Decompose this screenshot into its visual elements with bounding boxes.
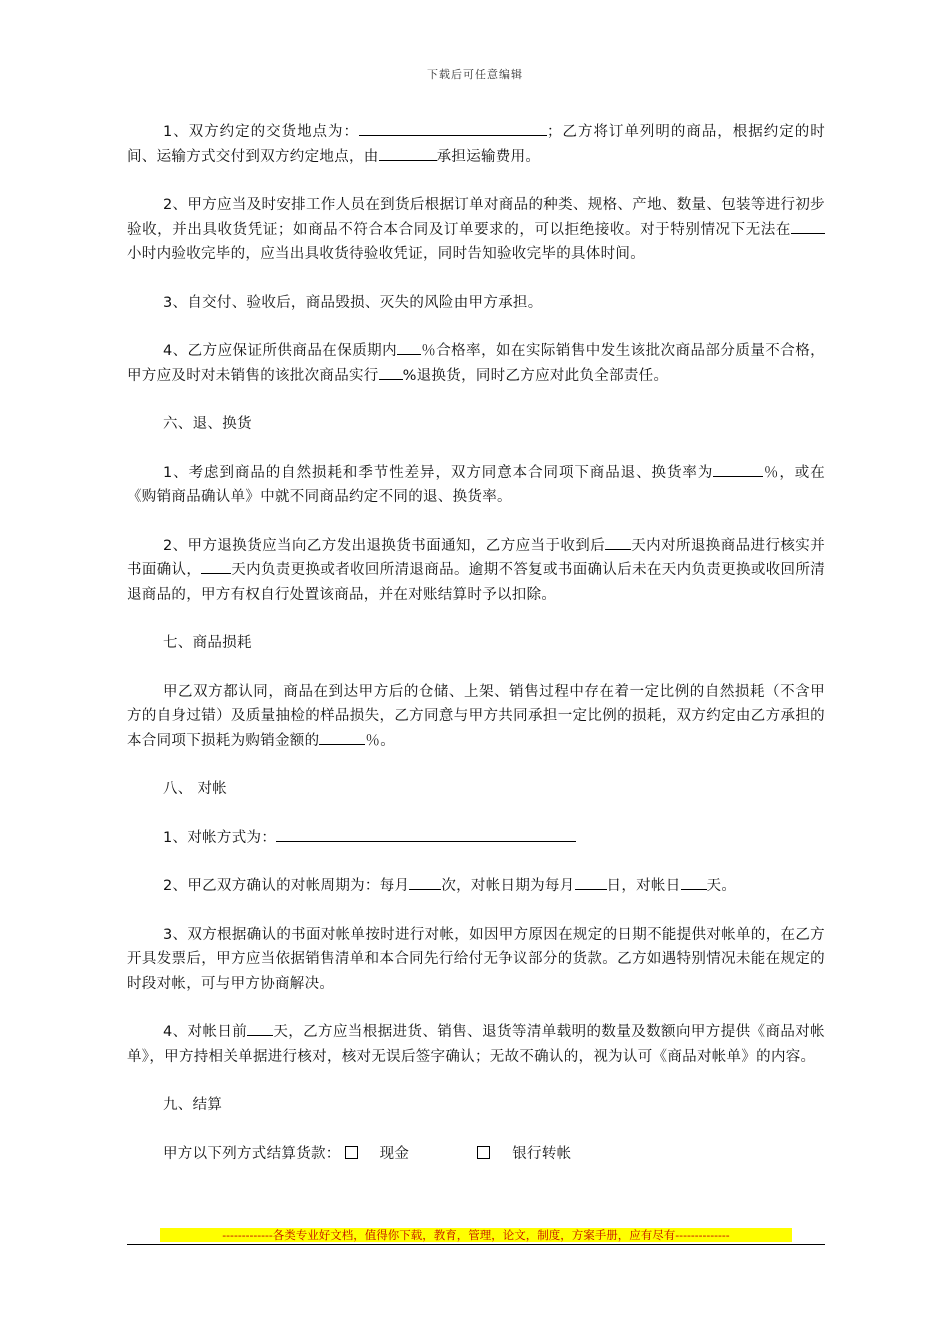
text: 1、对帐方式为： xyxy=(163,829,277,846)
clause-risk: 3、自交付、验收后，商品毁损、灭失的风险由甲方承担。 xyxy=(163,294,543,311)
clause-delivery-location xyxy=(127,120,825,169)
text: 2、甲方应当及时安排工作人员在到货后根据订单对商品的种类、规格、产地、数量、包装等进行初步验收，并出具收货凭证；如商品不符合本合同及订单要求的，可以拒绝接收。对于特别情况下无法在 xyxy=(127,197,825,238)
clause-reconciliation-period xyxy=(127,874,825,899)
text: 1、考虑到商品的自然损耗和季节性差异，双方同意本合同项下商品退、换货率为 xyxy=(163,464,714,481)
text: ；乙方将订单列明的商品，根据约定的时间、运输方式交付到双方约定地点，由 xyxy=(127,124,825,165)
text: 2、甲方退换货应当向乙方发出退换货书面通知，乙方应当于收到后 xyxy=(163,537,606,554)
text: ％，或在《购销商品确认单》中就不同商品约定不同的退、换货率。 xyxy=(127,464,825,505)
blank-field xyxy=(379,145,437,161)
clause-settlement-method xyxy=(127,1142,825,1167)
text: 次，对帐日期为每月 xyxy=(441,878,575,894)
clause-reconciliation-statement xyxy=(127,1020,825,1069)
blank-field xyxy=(201,558,231,574)
clause-reconciliation-timing: 3、双方根据确认的书面对帐单按时进行对帐，如因甲方原因在规定的日期不能提供对帐单的，在乙方开具发票后，甲方应当依据销售清单和本合同先行给付无争议部分的货款。乙方如遇特别情况未能在规定的时段对帐，可与甲方协商解决。 xyxy=(127,926,825,992)
option-cash-label: 现金 xyxy=(379,1145,410,1162)
clause-quality xyxy=(127,339,825,388)
blank-field xyxy=(409,874,441,890)
option-bank-transfer-label: 银行转帐 xyxy=(512,1145,572,1162)
blank-field xyxy=(379,364,403,380)
footer-divider xyxy=(127,1244,825,1245)
clause-reconciliation-method xyxy=(127,826,825,851)
checkbox-bank-transfer[interactable] xyxy=(477,1146,490,1159)
blank-field xyxy=(397,339,421,355)
clause-return-rate xyxy=(127,461,825,510)
text: 承担运输费用。 xyxy=(436,148,541,165)
text: 天。 xyxy=(706,878,737,894)
clause-return-procedure xyxy=(127,534,825,608)
blank-field xyxy=(319,729,365,745)
text: 4、对帐日前 xyxy=(163,1024,248,1040)
document-body xyxy=(127,120,825,1190)
text: 4、乙方应保证所供商品在保质期内 xyxy=(163,343,398,359)
text: 小时内验收完毕的，应当出具收货待验收凭证，同时告知验收完毕的具体时间。 xyxy=(127,246,645,262)
section-heading-settlement: 九、结算 xyxy=(163,1097,223,1113)
section-heading-loss: 七、商品损耗 xyxy=(163,635,252,651)
blank-field xyxy=(605,534,631,550)
text: 天内负责更换或者收回所清退商品。逾期不答复或书面确认后未在天内负责更换或收回所清退商品的，甲方有权自行处置该商品，并在对账结算时予以扣除。 xyxy=(127,562,826,603)
blank-field xyxy=(713,461,763,477)
section-heading-reconciliation: 八、 对帐 xyxy=(163,781,228,797)
clause-loss xyxy=(127,680,825,754)
text: 天内对所退换商品进行核实并书面确认， xyxy=(127,537,825,578)
checkbox-cash[interactable] xyxy=(345,1146,358,1159)
text: 2、甲乙双方确认的对帐周期为：每月 xyxy=(163,878,410,894)
blank-field xyxy=(359,120,547,136)
blank-field xyxy=(276,826,576,842)
text: 甲乙双方都认同，商品在到达甲方后的仓储、上架、销售过程中存在着一定比例的自然损耗（不含甲方的自身过错）及质量抽检的样品损失，乙方同意与甲方共同承担一定比例的损耗，双方约定由乙方承担的本合同项下损耗为购销金额的 xyxy=(127,683,825,749)
text: 甲方以下列方式结算货款： xyxy=(163,1145,341,1162)
blank-field xyxy=(247,1020,273,1036)
blank-field xyxy=(575,874,607,890)
clause-inspection xyxy=(127,193,825,267)
footer-banner: -------------各类专业好文档，值得你下载，教育，管理，论文，制度，方案手册，应有尽有-------------- xyxy=(160,1228,792,1242)
page-header: 下载后可任意编辑 xyxy=(427,68,523,81)
text: ％。 xyxy=(365,732,396,749)
section-heading-returns: 六、退、换货 xyxy=(163,416,252,432)
text: 日，对帐日 xyxy=(606,878,681,894)
text: %退换货，同时乙方应对此负全部责任。 xyxy=(402,367,669,384)
blank-field xyxy=(791,218,825,234)
text: 天，乙方应当根据进货、销售、退货等清单载明的数量及数额向甲方提供《商品对帐单》，甲方持相关单据进行核对，核对无误后签字确认；无故不确认的，视为认可《商品对帐单》的内容。 xyxy=(127,1024,825,1065)
blank-field xyxy=(681,874,707,890)
text: ％合格率，如在实际销售中发生该批次商品部分质量不合格，甲方应及时对未销售的该批次商品实行 xyxy=(127,343,825,384)
text: 1、双方约定的交货地点为： xyxy=(163,124,359,140)
